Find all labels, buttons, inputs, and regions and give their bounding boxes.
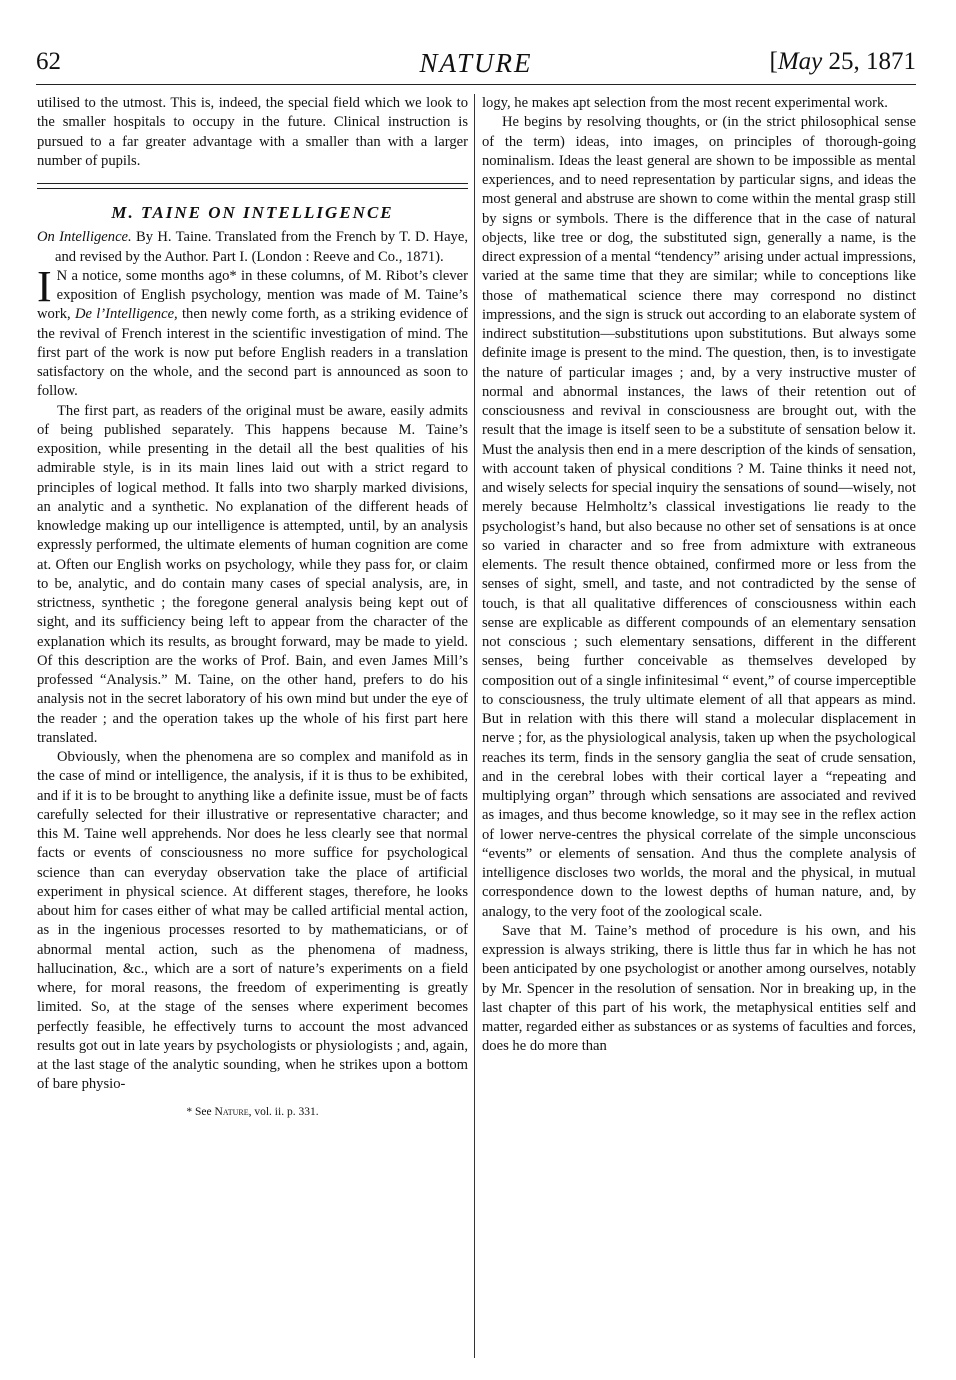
running-header bbox=[36, 48, 916, 85]
date-rest: 25, 1871 bbox=[822, 48, 916, 75]
paragraph-3: Obviously, when the phenomena are so complex and manifold as in the case of mind or intelligence, the analysis, if it is thus to be exhibited, and if it is to be brought to anything like a definite issue, must be of facts carefully selected for their illustrative or representative character; and this M. Taine well apprehends. Nor does he less clearly see that normal facts or events of consciousness no more suffice for psychological science than can everyday observation take the place of artificial experiment in physical science. At different stages, therefore, he looks about him for cases either of what may be called artificial mental action, as in the ingenious processes resorted to by mathematicians, or of abnormal mental action, such as the phenomena of madness, hallucination, &c., which are a sort of nature’s experiments on a field where, for moral reasons, the freedom of experimenting is greatly limited. So, at the stage of the senses where experiment becomes perfectly feasible, he effectively turns to account the most advanced results got out in late years by psychologists or physiologists ; and, again, at the last stage of the analytic sounding, when he strikes upon a bottom of bare physio- bbox=[37, 749, 468, 1093]
paragraph-1 bbox=[37, 261, 468, 402]
left-column bbox=[37, 94, 468, 1122]
right-paragraph-1: He begins by resolving thoughts, or (in the strict philosophical sense of the term) ideas, into images, on principles of thorough-going nominalism. Ideas the least general are shown to be impossible as mental experiences, and to need representation by particular signs, and ideas the most general and abstruse are shown to come within the mental grasp still by signs or symbols. There is the difference that in the case of natural objects, like tree or dog, the substituted sign, generally a name, is the direct expression of a mental “tendency” arising under actual impressions, varied at the same time that they are similar; while to conceptions like those of mathematical science there may correspond no distinct impressions, and the sign is struck out according to an elaborate system of indirect substitution—substitutions upon substitutions. But always some definite image is present to the mind. The question, then, is to investigate the nature of particular images ; and, by a very instructive muster of normal and abnormal instances, the laws of their retention out of consciousness and revival in consciousness are brought out, with the result that the image is itself seen to be a substitute of sensation below it. Must the analysis then end in a mere description of the kinds of sensation, with account taken of physical conditions ? M. Taine thinks it need not, and wisely selects for special inquiry the sensations of sound—wisely, not merely because Helmholtz’s classical investigations lie ready to the psychologist’s hand, but also because no other set of sensations is at once so varied in character and so free from admixture with extraneous elements. The result thence obtained, confirmed more or less from the senses of sight, smell, and taste, and not contradicted by the sense of touch, is that all qualitative differences of consciousness within each sense are explicable as different compounds of an elementary sensation not conscious ; such elementary sensations, different in the different senses, being further conceivable as themselves developed by composition out of a single infinitesimal “ event,” of course imperceptible to consciousness, the truly ultimate element of all that appears as mind. But in relation with this there will stand a molecular displacement in nerve ; for, as the physiological analysis, taken up when the psychological reaches its term, finds in the sensory ganglia the seat of crude sensation, and in the cerebral lobes with their cortical layer a “repeating and multiplying organ” through which sensations are associated and revived as images, and thus become knowledge, so it may see in the reflex action of lower nerve-centres the physical correlate of the simple unconscious “events” or elements of sensation. And thus the complete analysis of intelligence discloses two worlds, the moral and the physical, in mutual correspondence down to the lowest depths of human nature, and, by analogy, to the very foot of the zoological scale. bbox=[482, 114, 916, 920]
book-details: By H. Taine. Translated from the French by T. D. Haye, and revised by the Author. Part I. (London : Reeve and Co., 1871). bbox=[55, 229, 468, 265]
book-reference bbox=[37, 228, 468, 267]
right-column bbox=[482, 94, 916, 1057]
paragraph-1-b: then newly come forth, as a striking evidence of the revival of French interest in the scientific investigation of mind. The first part of the work is now put before English readers in a translation satisfactory on the whole, and the second part is announced as soon to follow. bbox=[37, 306, 468, 400]
date-month: May bbox=[777, 48, 823, 75]
article-title: M. TAINE ON INTELLIGENCE bbox=[111, 203, 394, 222]
footnote-journal: Nature bbox=[214, 1105, 249, 1118]
paragraph-1-italic: De l’Intelligence, bbox=[74, 306, 178, 323]
paragraph-1-a: N a notice, some months ago* in these columns, of M. Ribot’s clever exposition of English psychology, mention was made of M. Taine’s work, bbox=[37, 267, 468, 323]
issue-date bbox=[770, 48, 917, 76]
article-separator bbox=[37, 183, 468, 189]
journal-title: NATURE bbox=[419, 48, 533, 78]
paragraph-2: The first part, as readers of the original must be aware, easily admits of being published separately. This happens because M. Taine’s exposition, while presenting in the detail all the best qualities of his admirable style, is in its main lines laid out with a strict regard to principles of logical method. It falls into two sharply marked divisions, an analytic and a synthetic. No explanation of the different heads of knowledge making up our intelligence is attempted, until, by an analysis expressly performed, the ultimate elements of human cognition are come at. Often our English works on psychology, while they pass for, or claim to be, analytic, and do contain many cases of special analysis, are, in strictness, synthetic ; the foregone general analysis being kept out of sight, and its sufficiency being left to appear from the character of the explanation which its results, as brought forward, may be made to yield. Of this description are the works of Prof. Bain, and even James Mill’s professed “Analysis.” M. Taine, on the other hand, prefers to do his analysis not in the secret laboratory of his own mind but under the eye of the reader ; and the operation takes up the whole of his first part here translated. bbox=[37, 402, 468, 746]
right-continuation: logy, he makes apt selection from the most recent experimental work. bbox=[482, 95, 888, 111]
drop-cap: I bbox=[37, 261, 52, 311]
footnote-a: * See bbox=[186, 1105, 215, 1118]
column-divider bbox=[474, 94, 475, 1358]
right-paragraph-2: Save that M. Taine’s method of procedure is his own, and his expression is always striking, there is little thus far in which he has not been anticipated by one psychologist or another among ourselves, notably by Mr. Spencer in the resolution of sensation. Nor in breaking up, in the last chapter of this part of his work, the metaphysical entities self and matter, regarded either as substances or as systems of faculties and forces, does he do more than bbox=[482, 922, 916, 1055]
footnote bbox=[37, 1103, 468, 1122]
previous-article-end: utilised to the utmost. This is, indeed, the special field which we look to the smaller hospitals to occupy in the future. Clinical instruction is pursued to a far greater advantage with a smaller than with a larger number of pupils. bbox=[37, 95, 468, 169]
page-number: 62 bbox=[36, 48, 61, 75]
date-bracket: [ bbox=[769, 48, 778, 75]
footnote-b: , vol. ii. p. 331. bbox=[248, 1105, 319, 1118]
book-title: On Intelligence. bbox=[37, 229, 132, 246]
